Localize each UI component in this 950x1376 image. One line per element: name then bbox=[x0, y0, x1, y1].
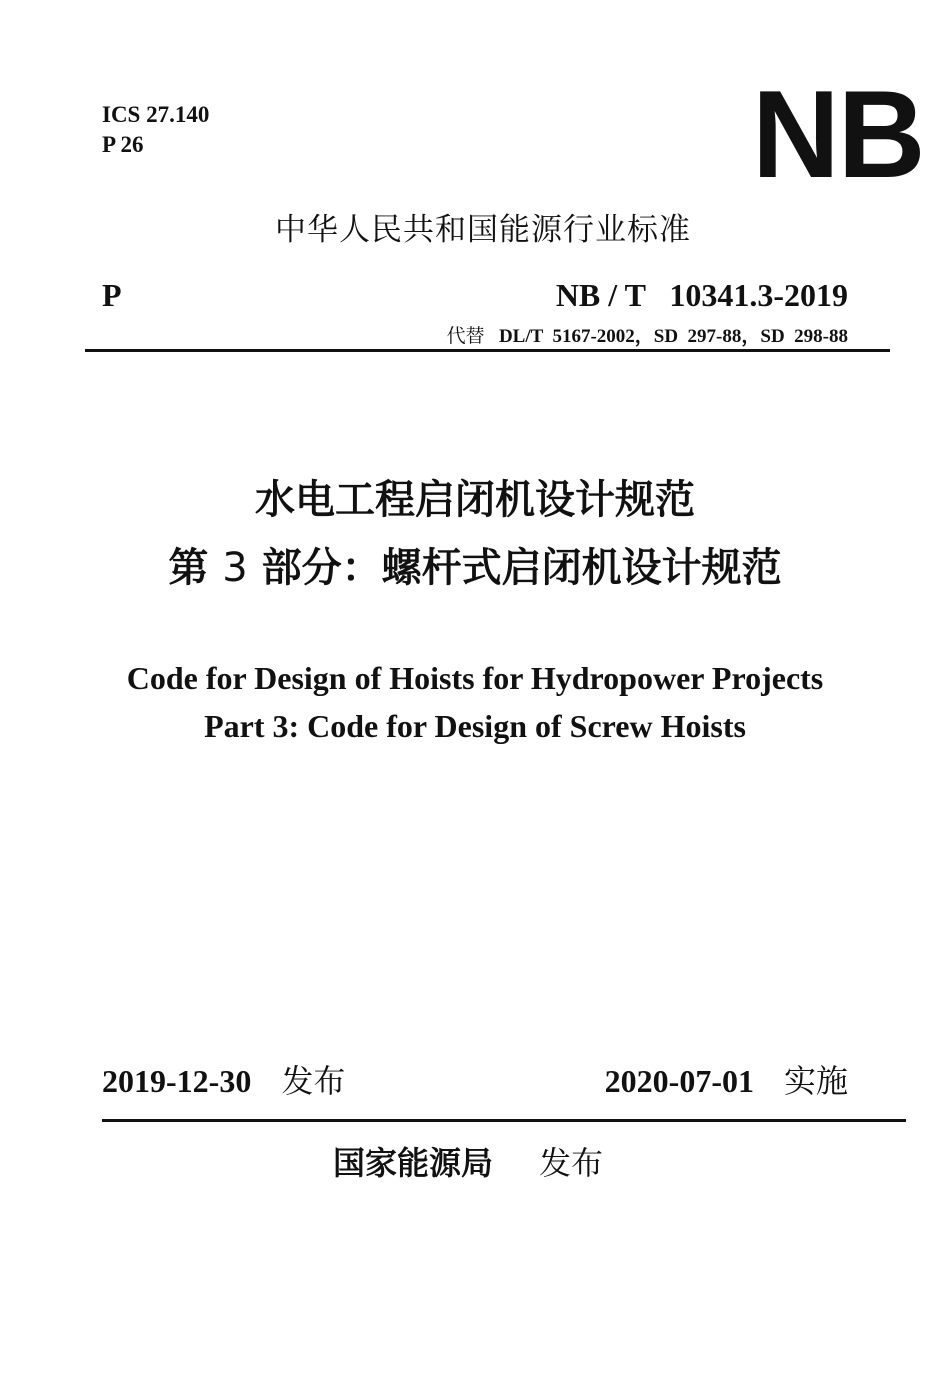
title-en-line1: Code for Design of Hoists for Hydropower Projects bbox=[126, 660, 824, 696]
standard-type: 中华人民共和国能源行业标准 bbox=[275, 212, 691, 248]
title-cn-line1: 水电工程启闭机设计规范 bbox=[255, 477, 695, 523]
title-cn-line2 bbox=[0, 534, 950, 602]
replaces-line bbox=[447, 322, 848, 351]
nb-logo: NB bbox=[752, 66, 924, 204]
issue-date: 2019-12-30 bbox=[102, 1063, 252, 1099]
title-chinese bbox=[0, 466, 950, 602]
title-en-line2: Part 3: Code for Design of Screw Hoists bbox=[204, 708, 746, 744]
implement-label: 实施 bbox=[783, 1062, 848, 1100]
ccs-code: P 26 bbox=[102, 132, 144, 157]
title-cn-line2-rest: 部分：螺杆式启闭机设计规范 bbox=[261, 545, 782, 591]
issue-label: 发布 bbox=[281, 1062, 346, 1100]
replaces-label: 代替 bbox=[446, 325, 485, 347]
standard-number: NB / T 10341.3-2019 bbox=[555, 277, 848, 313]
implement-block bbox=[605, 1058, 848, 1104]
publisher-action: 发布 bbox=[539, 1144, 604, 1182]
implement-date: 2020-07-01 bbox=[604, 1063, 754, 1099]
title-english bbox=[0, 654, 950, 750]
issue-block bbox=[102, 1058, 345, 1104]
title-cn-line2-prefix: 第 bbox=[168, 545, 209, 591]
bottom-divider bbox=[102, 1119, 906, 1122]
title-cn-part-number: 3 bbox=[222, 545, 248, 591]
ics-code: ICS 27.140 bbox=[102, 102, 210, 127]
replaces-codes: DL/T 5167-2002，SD 297-88，SD 298-88 bbox=[498, 326, 848, 347]
publisher-line bbox=[333, 1140, 603, 1186]
classification-codes bbox=[102, 100, 209, 160]
publisher-name: 国家能源局 bbox=[333, 1144, 494, 1182]
classification-letter: P bbox=[102, 277, 122, 313]
top-divider bbox=[85, 349, 890, 352]
